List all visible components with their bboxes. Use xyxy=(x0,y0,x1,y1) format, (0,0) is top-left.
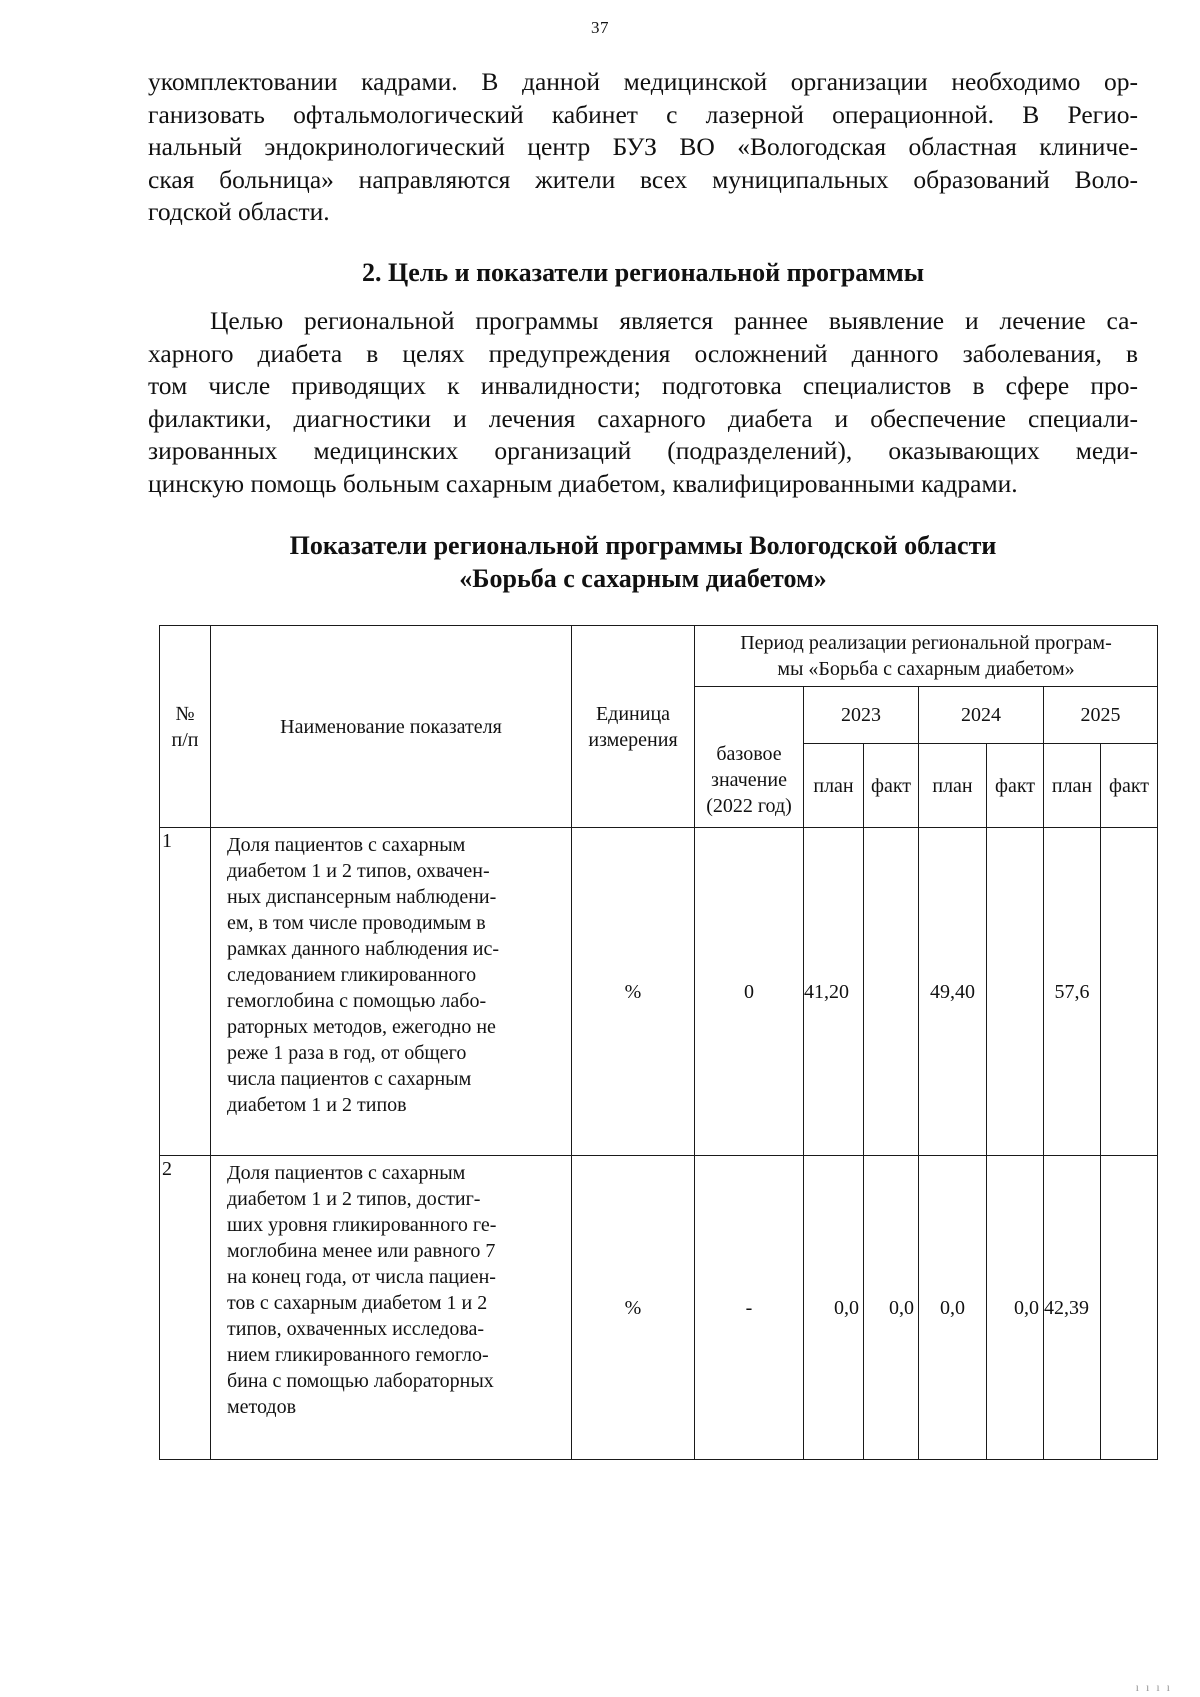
indicator-name-line: числа пациентов с сахарным xyxy=(227,1068,472,1090)
fact-2023-value xyxy=(864,828,919,1156)
header-base-value xyxy=(695,687,804,828)
plan-2024-value: 0,0 xyxy=(919,1156,987,1460)
unit-value: % xyxy=(572,828,695,1156)
plan-2025-value: 57,6 xyxy=(1044,828,1101,1156)
header-unit-line: Единица xyxy=(595,702,671,725)
indicator-name-line: следованием гликированного xyxy=(227,964,477,986)
plan-2025-value: 42,39 xyxy=(1044,1156,1101,1460)
indicator-name-line: раторных методов, ежегодно не xyxy=(227,1016,496,1038)
indicator-name-line: тов с сахарным диабетом 1 и 2 xyxy=(227,1292,488,1314)
indicator-name-line: ших уровня гликированного ге- xyxy=(227,1214,497,1236)
intro-line: укомплектовании кадрами. В данной медицинской организации необходимо ор- xyxy=(148,67,1138,96)
row-number: 2 xyxy=(160,1156,211,1460)
base-value: - xyxy=(695,1156,804,1460)
indicator-name-line: реже 1 раза в год, от общего xyxy=(227,1042,467,1064)
indicator-name xyxy=(211,1156,572,1460)
indicators-table xyxy=(159,625,1158,1460)
header-fact-2023: факт xyxy=(864,744,919,828)
goal-paragraph xyxy=(148,305,1138,500)
intro-paragraph xyxy=(148,66,1138,229)
indicator-name-line: методов xyxy=(227,1396,297,1418)
indicator-name-line: диабетом 1 и 2 типов, достиг- xyxy=(227,1188,481,1210)
goal-line: том числе приводящих к инвалидности; подготовка специалистов в сфере про- xyxy=(148,371,1138,400)
table-title-line: «Борьба с сахарным диабетом» xyxy=(459,564,827,593)
header-base-line: значение xyxy=(711,769,787,791)
indicator-name-line: типов, охваченных исследова- xyxy=(227,1318,485,1340)
fact-2024-value xyxy=(987,828,1044,1156)
plan-2023-value: 41,20 xyxy=(804,828,864,1156)
header-base-line: (2022 год) xyxy=(706,795,792,817)
goal-line: Целью региональной программы является раннее выявление и лечение са- xyxy=(210,306,1138,335)
unit-value: % xyxy=(572,1156,695,1460)
table-title-line: Показатели региональной программы Вологодской области xyxy=(289,531,997,560)
indicator-name-line: моглобина менее или равного 7 xyxy=(227,1240,496,1262)
indicator-name-line: бина с помощью лабораторных xyxy=(227,1370,494,1392)
header-fact-2025: факт xyxy=(1101,744,1158,828)
goal-line: филактики, диагностики и лечения сахарного диабета и обеспечение специали- xyxy=(148,403,1138,433)
indicator-name xyxy=(211,828,572,1156)
fact-2023-value: 0,0 xyxy=(864,1156,919,1460)
indicator-name-line: рамках данного наблюдения ис- xyxy=(227,938,500,960)
goal-line: зированных медицинских организаций (подразделений), оказывающих меди- xyxy=(148,436,1138,465)
indicator-name-line: Доля пациентов с сахарным xyxy=(227,1162,466,1184)
indicator-name-line: ных диспансерным наблюдени- xyxy=(227,886,497,908)
plan-2023-value: 0,0 xyxy=(804,1156,864,1460)
intro-line: ская больница» направляются жители всех муниципальных образований Воло- xyxy=(148,164,1138,194)
table-title xyxy=(148,529,1138,595)
indicator-name-line: гемоглобина с помощью лабо- xyxy=(227,990,487,1012)
header-unit-line: измерения xyxy=(588,728,678,751)
header-base-line: базовое xyxy=(716,743,782,765)
fact-2024-value: 0,0 xyxy=(987,1156,1044,1460)
header-plan-2023: план xyxy=(804,744,864,828)
scan-artifact: ı ı ı ı xyxy=(1135,1680,1172,1694)
header-plan-2025: план xyxy=(1044,744,1101,828)
section-heading: 2. Цель и показатели региональной программы xyxy=(361,258,925,287)
base-value: 0 xyxy=(695,828,804,1156)
indicator-name-line: Доля пациентов с сахарным xyxy=(227,834,466,856)
header-number-line: п/п xyxy=(171,728,199,751)
table-row xyxy=(160,828,1158,1156)
indicator-name-line: на конец года, от числа пациен- xyxy=(227,1266,496,1288)
plan-2024-value: 49,40 xyxy=(919,828,987,1156)
table-row xyxy=(160,1156,1158,1460)
indicator-name-line: диабетом 1 и 2 типов, охвачен- xyxy=(227,860,490,882)
header-indicator-name: Наименование показателя xyxy=(211,626,572,828)
goal-line: харного диабета в целях предупреждения осложнений данного заболевания, в xyxy=(148,338,1138,368)
intro-line: ганизовать офтальмологический кабинет с лазерной операционной. В Регио- xyxy=(148,99,1138,129)
fact-2025-value xyxy=(1101,828,1158,1156)
header-year-2025: 2025 xyxy=(1044,687,1158,744)
header-plan-2024: план xyxy=(919,744,987,828)
goal-line: цинскую помощь больным сахарным диабетом, квалифицированными кадрами. xyxy=(148,468,1018,498)
header-unit xyxy=(572,626,695,828)
header-year-2023: 2023 xyxy=(804,687,919,744)
header-period xyxy=(695,626,1158,687)
header-period-line: Период реализации региональной програм- xyxy=(740,632,1112,654)
header-number-line: № xyxy=(175,702,195,725)
indicator-name-line: диабетом 1 и 2 типов xyxy=(227,1094,407,1116)
header-year-2024: 2024 xyxy=(919,687,1044,744)
fact-2025-value xyxy=(1101,1156,1158,1460)
indicator-name-line: нием гликированного гемогло- xyxy=(227,1344,489,1366)
intro-line: нальный эндокринологический центр БУЗ ВО «Вологодская областная клиниче- xyxy=(148,132,1138,161)
intro-line: годской области. xyxy=(148,197,330,226)
indicator-name-line: ем, в том числе проводимым в xyxy=(227,912,486,934)
row-number: 1 xyxy=(160,828,211,1156)
header-number xyxy=(160,626,211,828)
header-fact-2024: факт xyxy=(987,744,1044,828)
page-number: 37 xyxy=(591,18,609,37)
header-period-line: мы «Борьба с сахарным диабетом» xyxy=(777,658,1075,680)
